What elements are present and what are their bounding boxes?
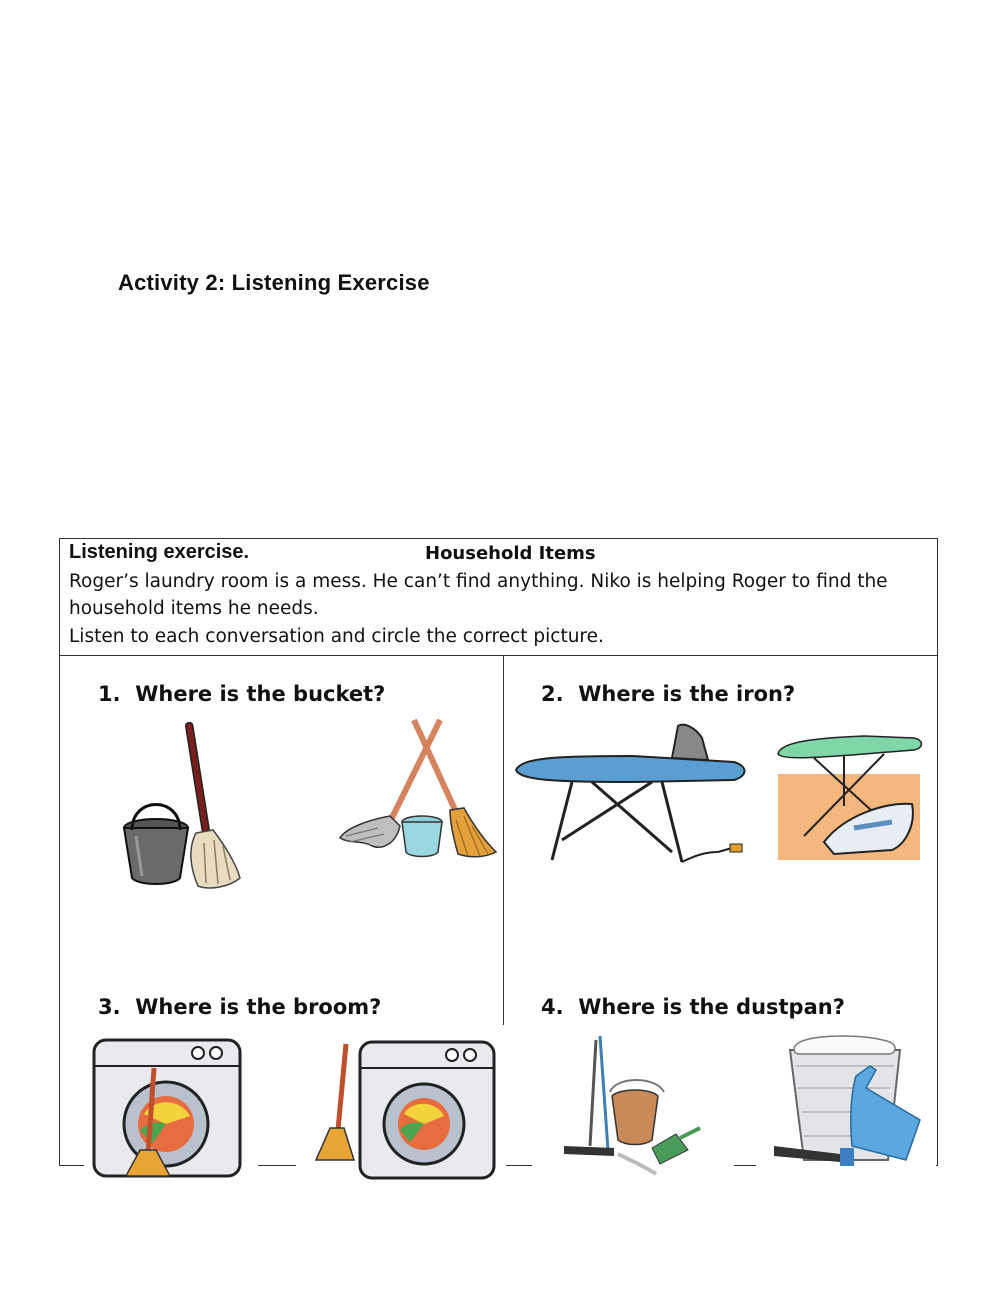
- exercise-title: Listening exercise.: [69, 541, 250, 563]
- question-4-number: 4.: [541, 995, 564, 1019]
- column-divider: [503, 655, 504, 1027]
- question-3-text: Where is the broom?: [135, 995, 382, 1019]
- instruction-text: Listen to each conversation and circle the correct picture.: [69, 626, 604, 647]
- question-2-number: 2.: [541, 682, 564, 706]
- intro-text: Roger’s laundry room is a mess. He can’t find anything. Niko is helping Roger to find the household items he needs.: [69, 571, 888, 619]
- washing-machine-broom-picture[interactable]: [90, 1036, 246, 1184]
- iron-on-board-picture[interactable]: [774, 732, 924, 862]
- bucket-and-mop-picture[interactable]: [118, 718, 248, 893]
- question-3-number: 3.: [98, 995, 121, 1019]
- ironing-board-picture[interactable]: [512, 724, 748, 870]
- question-4-text: Where is the dustpan?: [578, 995, 845, 1019]
- activity-title: Activity 2: Listening Exercise: [118, 270, 430, 295]
- question-1-number: 1.: [98, 682, 121, 706]
- question-2: [541, 682, 795, 706]
- topic-title: Household Items: [425, 543, 596, 564]
- question-3: [98, 995, 381, 1019]
- question-1-text: Where is the bucket?: [135, 682, 386, 706]
- question-2-text: Where is the iron?: [578, 682, 796, 706]
- broom-beside-washer-picture[interactable]: [312, 1038, 498, 1182]
- question-1: [98, 682, 385, 706]
- crossed-mop-broom-bucket-picture[interactable]: [338, 716, 500, 861]
- dustpan-trash-bin-picture[interactable]: [770, 1036, 924, 1170]
- cleaning-supplies-picture[interactable]: [560, 1030, 710, 1180]
- question-4: [541, 995, 845, 1019]
- exercise-header: [60, 539, 937, 656]
